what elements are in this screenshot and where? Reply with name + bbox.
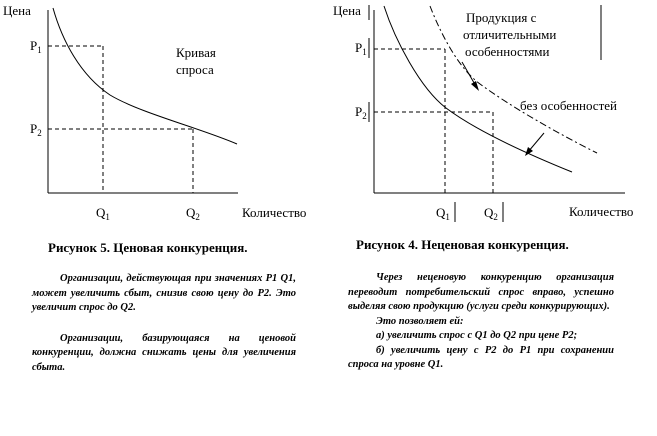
right-distinct-label-line3: особенностями (465, 44, 550, 59)
right-p1-label: $P_1$ (355, 40, 367, 57)
left-q2-label: $Q_2$ (186, 205, 200, 222)
right-paragraph-2: Это позволяет ей: (376, 315, 464, 327)
right-plain-label: без особенностей (520, 98, 617, 113)
left-description (32, 272, 296, 375)
right-x-axis-label: Количество (569, 204, 634, 219)
right-paragraph-4: б) увеличить цену с P2 до P1 при сохранении спроса на уровне Q1. (348, 344, 614, 370)
right-figure (333, 3, 633, 222)
left-curve-label-line1: Кривая (176, 45, 216, 60)
right-distinct-label-line1: Продукция с (466, 10, 537, 25)
left-p1-label: $P_1$ (30, 38, 42, 55)
right-distinct-label-line2: отличительными (463, 27, 557, 42)
left-curve-label-line2: спроса (176, 62, 214, 77)
right-q2-label: $Q_2$ (484, 205, 498, 222)
left-figure (3, 3, 306, 222)
right-figure-caption: Рисунок 4. Неценовая конкуренция. (356, 237, 569, 252)
left-paragraph-2: Организации, базирующаяся на ценовой конкуренции, должна снижать цены для увеличения сбыта. (32, 332, 296, 373)
left-y-axis-label: Цена (3, 3, 31, 18)
left-x-axis-label: Количество (242, 205, 307, 220)
right-paragraph-1: Через неценовую конкуренцию организация переводит потребительский спрос вправо, успешно выделяя свою продукцию (услуги среди конкурирующих). (348, 272, 614, 312)
left-p2-label: $P_2$ (30, 121, 42, 138)
left-paragraph-1: Организации, действующая при значениях P1 Q1, может увеличить сбыт, снизив свою цену до P2. Это увеличит спрос до Q2. (32, 273, 296, 313)
left-q1-label: $Q_1$ (96, 205, 110, 222)
right-description (348, 271, 614, 373)
right-y-axis-label: Цена (333, 3, 361, 18)
right-p2-label: $P_2$ (355, 104, 367, 121)
left-figure-caption: Рисунок 5. Ценовая конкуренция. (48, 240, 248, 255)
right-q1-label: $Q_1$ (436, 205, 450, 222)
right-paragraph-3: а) увеличить спрос с Q1 до Q2 при цене P2; (376, 330, 578, 341)
